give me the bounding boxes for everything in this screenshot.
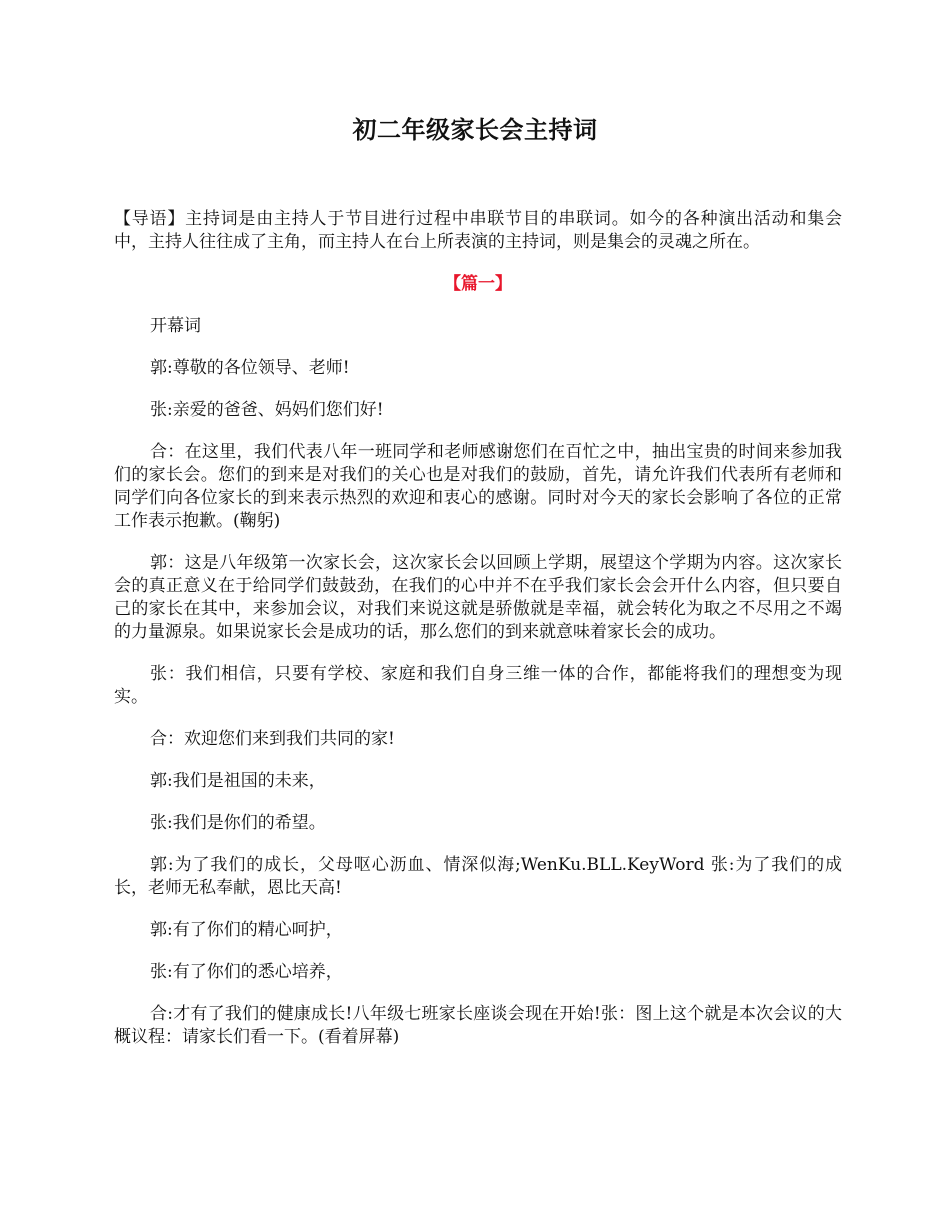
paragraph: 郭：这是八年级第一次家长会，这次家长会以回顾上学期，展望这个学期为内容。这次家长会的真正意义在于给同学们鼓鼓劲，在我们的心中并不在乎我们家长会会开什么内容，但只要自己的家长在其中，来参加会议，对我们来说这就是骄傲就是幸福，就会转化为取之不尽用之不竭的力量源泉。如果说家长会是成功的话，那么您们的到来就意味着家长会的成功。 bbox=[114, 553, 842, 642]
paragraph: 张:我们是你们的希望。 bbox=[150, 813, 326, 833]
paragraph: 郭:尊敬的各位领导、老师! bbox=[150, 358, 350, 378]
paragraph-opening-label: 开幕词 bbox=[150, 316, 201, 336]
document-title: 初二年级家长会主持词 bbox=[352, 115, 598, 144]
section-heading: 【篇一】 bbox=[444, 274, 512, 294]
paragraph: 合：欢迎您们来到我们共同的家! bbox=[150, 729, 395, 749]
paragraph: 郭:为了我们的成长，父母呕心沥血、情深似海;WenKu.BLL.KeyWord 张:为了我们的成长，老师无私奉献，恩比天高! bbox=[114, 855, 842, 898]
paragraph: 张:有了你们的悉心培养， bbox=[150, 962, 343, 982]
paragraph: 郭:我们是祖国的未来， bbox=[150, 771, 326, 791]
intro-paragraph: 【导语】主持词是由主持人于节目进行过程中串联节目的串联词。如今的各种演出活动和集会中，主持人往往成了主角，而主持人在台上所表演的主持词，则是集会的灵魂之所在。 bbox=[114, 209, 842, 252]
paragraph: 合:才有了我们的健康成长!八年级七班家长座谈会现在开始!张：图上这个就是本次会议的大概议程：请家长们看一下。(看着屏幕) bbox=[114, 1004, 842, 1047]
document-body bbox=[114, 208, 842, 1068]
paragraph: 郭:有了你们的精心呵护， bbox=[150, 920, 343, 940]
paragraph: 张：我们相信，只要有学校、家庭和我们自身三维一体的合作，都能将我们的理想变为现实。 bbox=[114, 664, 842, 707]
paragraph: 合：在这里，我们代表八年一班同学和老师感谢您们在百忙之中，抽出宝贵的时间来参加我们的家长会。您们的到来是对我们的关心也是对我们的鼓励，首先，请允许我们代表所有老师和同学们向各位家长的到来表示热烈的欢迎和衷心的感谢。同时对今天的家长会影响了各位的正常工作表示抱歉。(鞠躬) bbox=[114, 442, 842, 531]
paragraph: 张:亲爱的爸爸、妈妈们您们好! bbox=[150, 400, 384, 420]
